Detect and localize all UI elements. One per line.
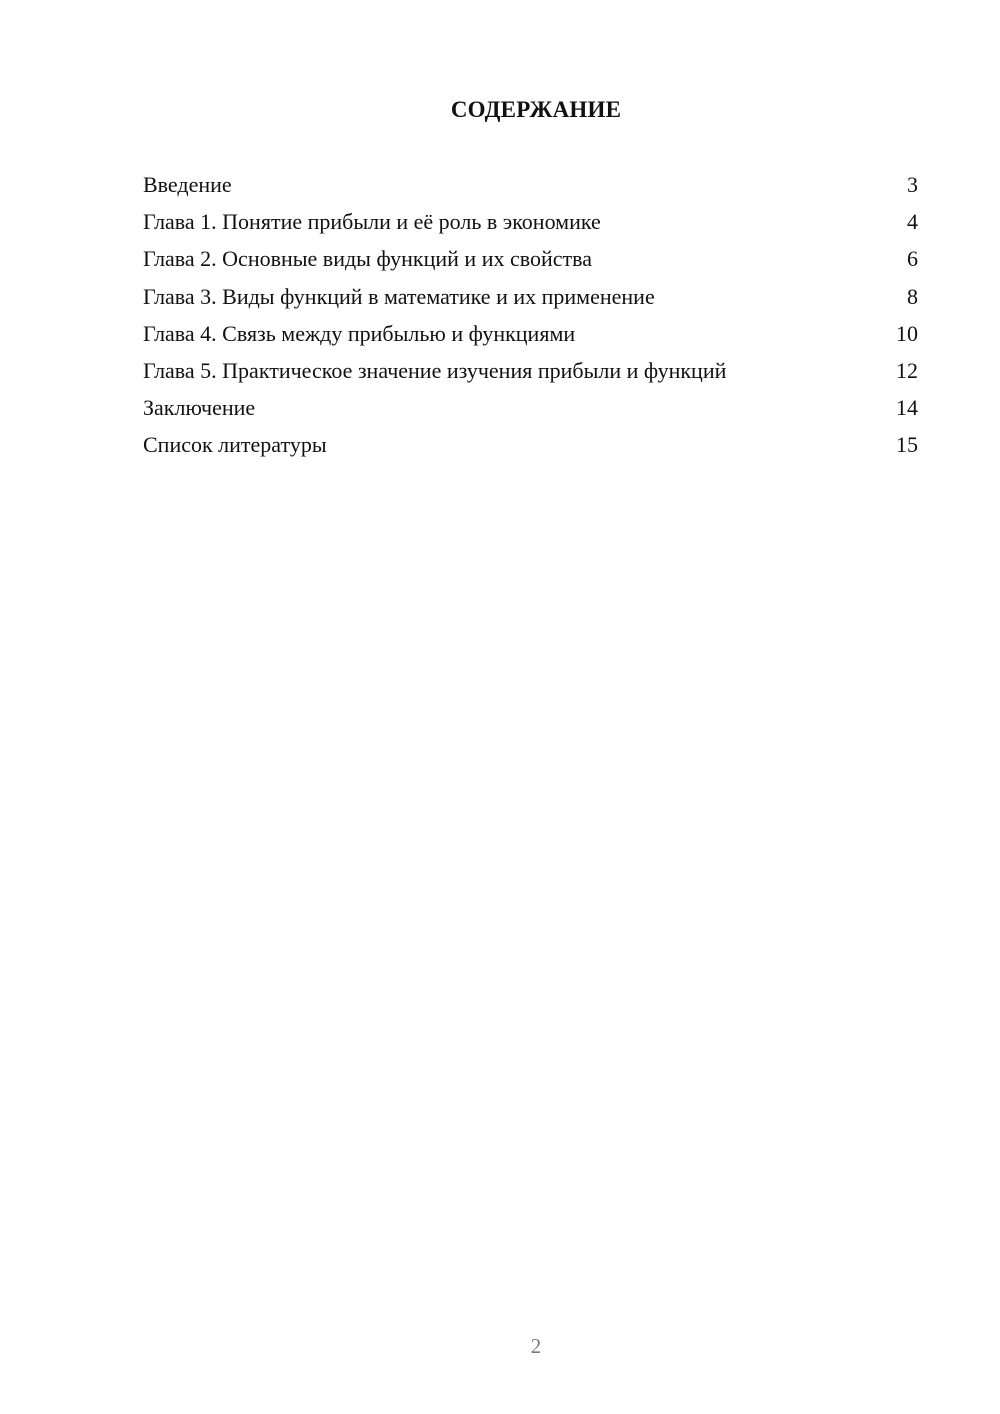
toc-entry-page: 15 (896, 432, 918, 458)
toc-entry-chapter-5 (143, 352, 918, 389)
toc-entry-page: 10 (896, 320, 918, 346)
toc-entry-page: 8 (907, 283, 918, 309)
toc-entry-label: Введение (143, 172, 232, 197)
toc-entry-page: 14 (896, 395, 918, 421)
toc-entry-label: Список литературы (143, 432, 327, 458)
toc-entry-page: 3 (907, 172, 918, 197)
toc-entry-label: Глава 4. Связь между прибылью и функциями (143, 320, 576, 346)
toc-entry-chapter-4 (143, 315, 918, 352)
toc-entry-page: 4 (907, 209, 918, 235)
toc-entry-introduction (143, 166, 918, 203)
page-title: СОДЕРЖАНИЕ (450, 97, 622, 122)
toc-entry-references (143, 426, 918, 463)
toc-entry-chapter-2 (143, 240, 918, 277)
table-of-contents (143, 166, 918, 464)
toc-entry-page: 12 (896, 357, 918, 383)
toc-entry-label: Глава 1. Понятие прибыли и её роль в экономике (143, 209, 601, 235)
toc-entry-label: Заключение (143, 395, 256, 421)
toc-entry-conclusion (143, 389, 918, 426)
toc-entry-chapter-1 (143, 203, 918, 240)
toc-entry-label: Глава 2. Основные виды функций и их свойства (143, 246, 592, 272)
toc-entry-chapter-3 (143, 278, 918, 315)
toc-entry-label: Глава 5. Практическое значение изучения прибыли и функций (143, 357, 727, 383)
page-number: 2 (530, 1334, 542, 1358)
toc-entry-label: Глава 3. Виды функций в математике и их применение (143, 283, 655, 309)
toc-entry-page: 6 (907, 246, 918, 272)
